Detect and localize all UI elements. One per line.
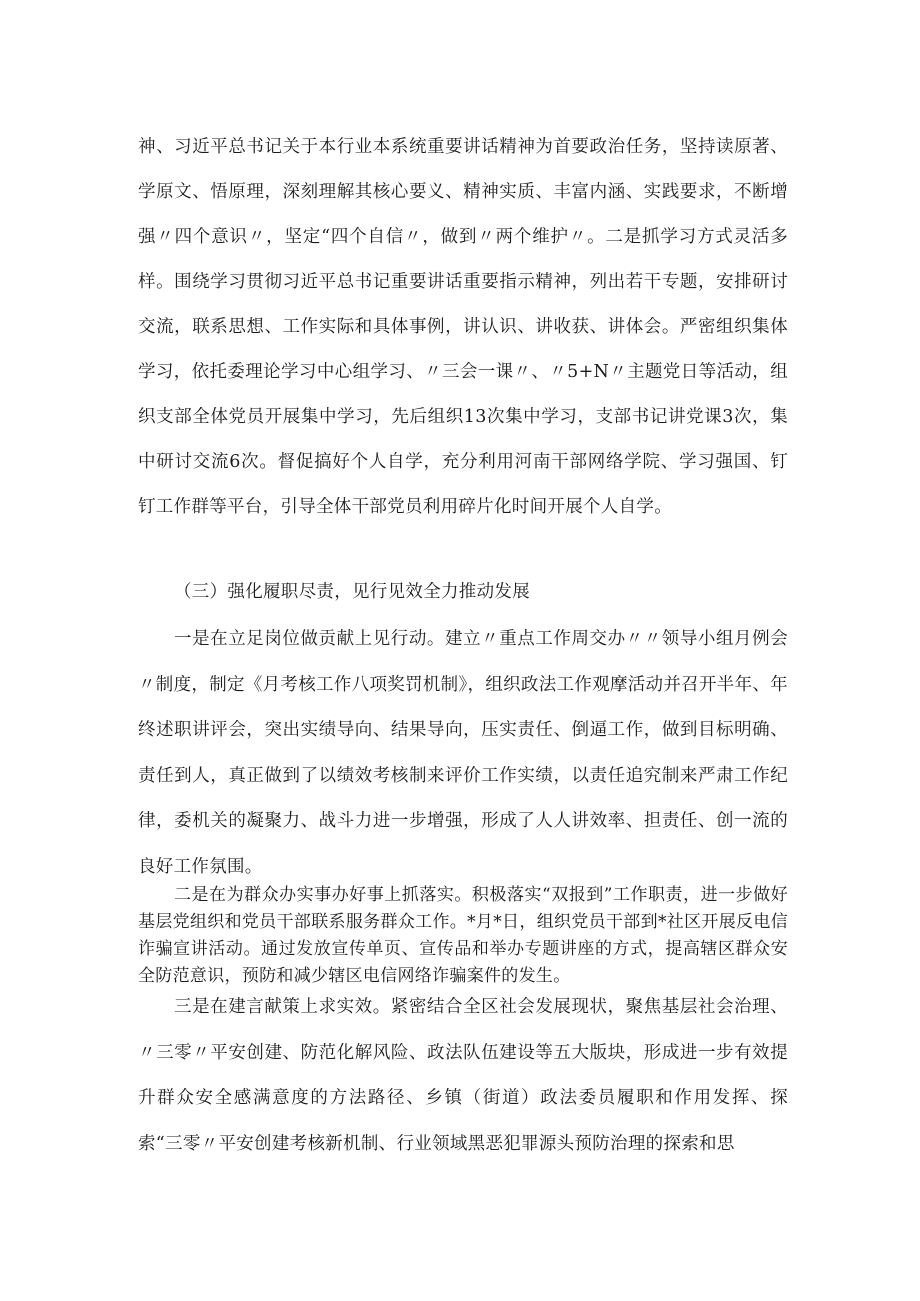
body-paragraph-advice: 三是在建言献策上求实效。紧密结合全区社会发展现状，聚焦基层社会治理、〃三零〃平安创建、防范化解风险、政法队伍建设等五大版块，形成进一步有效提升群众安全感满意度的方法路径、乡镇（街道）政法委员履职和作用发挥、探索“三零〃平安创建考核新机制、行业领域黑恶犯罪源头预防治理的探索和思	[138, 997, 788, 1154]
body-paragraph-duty: 一是在立足岗位做贡献上见行动。建立〃重点工作周交办〃〃领导小组月例会〃制度，制定《月考核工作八项奖罚机制》，组织政法工作观摩活动并召开半年、年终述职讲评会，突出实绩导向、结果导向，压实责任、倒逼工作，做到目标明确、责任到人，真正做到了以绩效考核制来评价工作实绩，以责任追究制来严肃工作纪律，委机关的凝聚力、战斗力进一步增强，形成了人人讲效率、担责任、创一流的良好工作氛围。	[138, 629, 788, 877]
body-paragraph-service: 二是在为群众办实事办好事上抓落实。积极落实“双报到”工作职责，进一步做好基层党组织和党员干部联系服务群众工作。*月*日，组织党员干部到*社区开展反电信诈骗宣讲活动。通过发放宣传单页、宣传品和举办专题讲座的方式，提高辖区群众安全防范意识，预防和减少辖区电信网络诈骗案件的发生。	[138, 885, 788, 986]
body-paragraph-learning: 神、习近平总书记关于本行业本系统重要讲话精神为首要政治任务，坚持读原著、学原文、悟原理，深刻理解其核心要义、精神实质、丰富内涵、实践要求，不断增强〃四个意识〃，坚定“四个自信〃，做到〃两个维护〃。二是抓学习方式灵活多样。围绕学习贯彻习近平总书记重要讲话重要指示精神，列出若干专题，安排研讨交流，联系思想、工作实际和具体事例，讲认识、讲收获、讲体会。严密组织集体学习，依托委理论学习中心组学习、〃三会一课〃、〃5+N〃主题党日等活动，组织支部全体党员开展集中学习，先后组织13次集中学习，支部书记讲党课3次，集中研讨交流6次。督促搞好个人自学，充分利用河南干部网络学院、学习强国、钉钉工作群等平台，引导全体干部党员利用碎片化时间开展个人自学。	[138, 137, 788, 517]
section-heading-3: （三）强化履职尽责，见行见效全力推动发展	[174, 582, 530, 602]
